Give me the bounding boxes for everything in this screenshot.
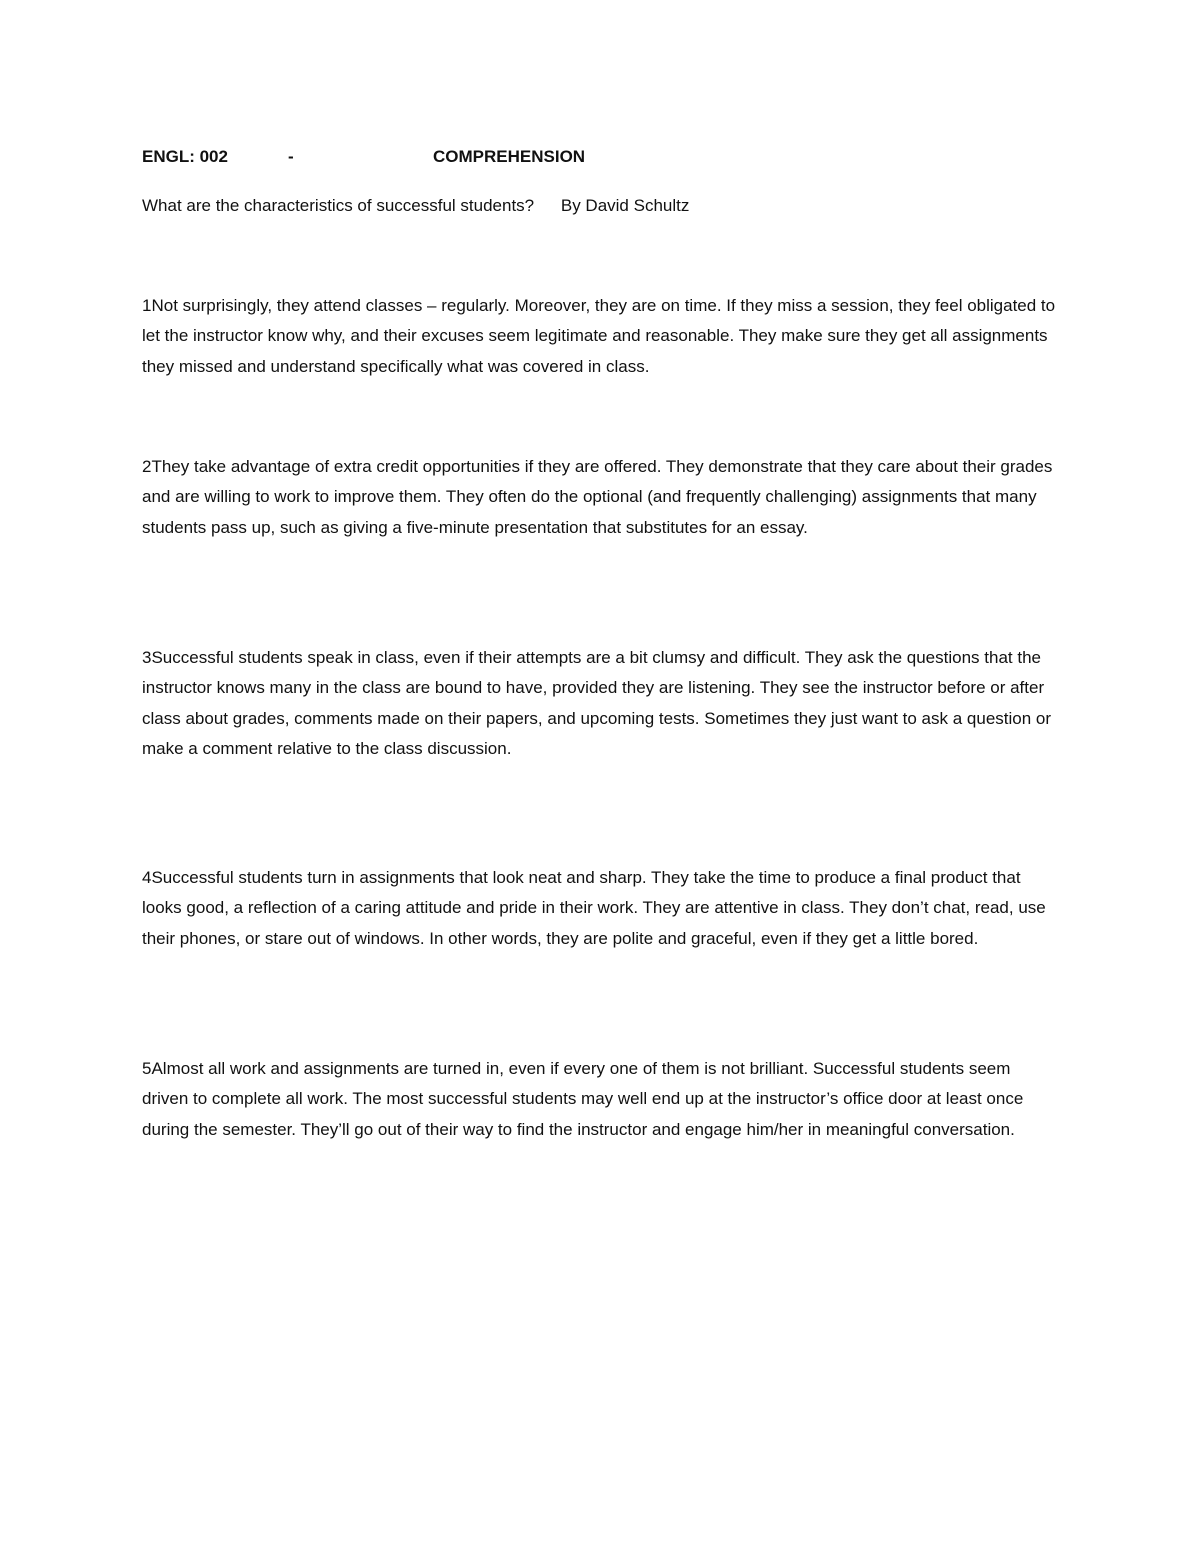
reading-title [142,194,689,218]
paragraph-number: 4 [142,868,152,887]
paragraph-1 [142,291,1057,382]
paragraph-4 [142,863,1057,954]
document-header [142,145,1062,169]
paragraph-number: 2 [142,457,152,476]
paragraph-text: Successful students speak in class, even if their attempts are a bit clumsy and difficult. They ask the questions that the instructor knows many in the class are bound to have, provided they are listening. They see the instructor before or after class about grades, comments made on their papers, and upcoming tests. Sometimes they just want to ask a question or make a comment relative to the class discussion. [142,648,1052,759]
paragraph-3 [142,643,1057,765]
paragraph-number: 1 [142,296,152,315]
paragraph-text: Almost all work and assignments are turned in, even if every one of them is not brilliant. Successful students seem driven to complete all work. The most successful students may well end up at the instructor’s office door at least once during the semester. They’ll go out of their way to find the instructor and engage him/her in meaningful conversation. [142,1059,1024,1139]
paragraph-number: 3 [142,648,152,667]
reading-author: By David Schultz [560,196,690,215]
paragraph-5 [142,1054,1057,1145]
course-code: ENGL: 002 [142,147,228,166]
reading-question: What are the characteristics of successful students? [142,196,535,215]
paragraph-text: Not surprisingly, they attend classes – regularly. Moreover, they are on time. If they miss a session, they feel obligated to let the instructor know why, and their excuses seem legitimate and reasonable. They make sure they get all assignments they missed and understand specifically what was covered in class. [142,296,1056,376]
paragraph-text: Successful students turn in assignments that look neat and sharp. They take the time to produce a final product that looks good, a reflection of a caring attitude and pride in their work. They are attentive in class. They don’t chat, read, use their phones, or stare out of windows. In other words, they are polite and graceful, even if they get a little bored. [142,868,1046,948]
paragraph-2 [142,452,1057,543]
section-title: COMPREHENSION [433,147,586,166]
header-separator: - [288,147,294,166]
paragraph-number: 5 [142,1059,152,1078]
paragraph-text: They take advantage of extra credit opportunities if they are offered. They demonstrate that they care about their grades and are willing to work to improve them. They often do the optional (and frequently challenging) assignments that many students pass up, such as giving a five-minute presentation that substitutes for an essay. [142,457,1053,537]
